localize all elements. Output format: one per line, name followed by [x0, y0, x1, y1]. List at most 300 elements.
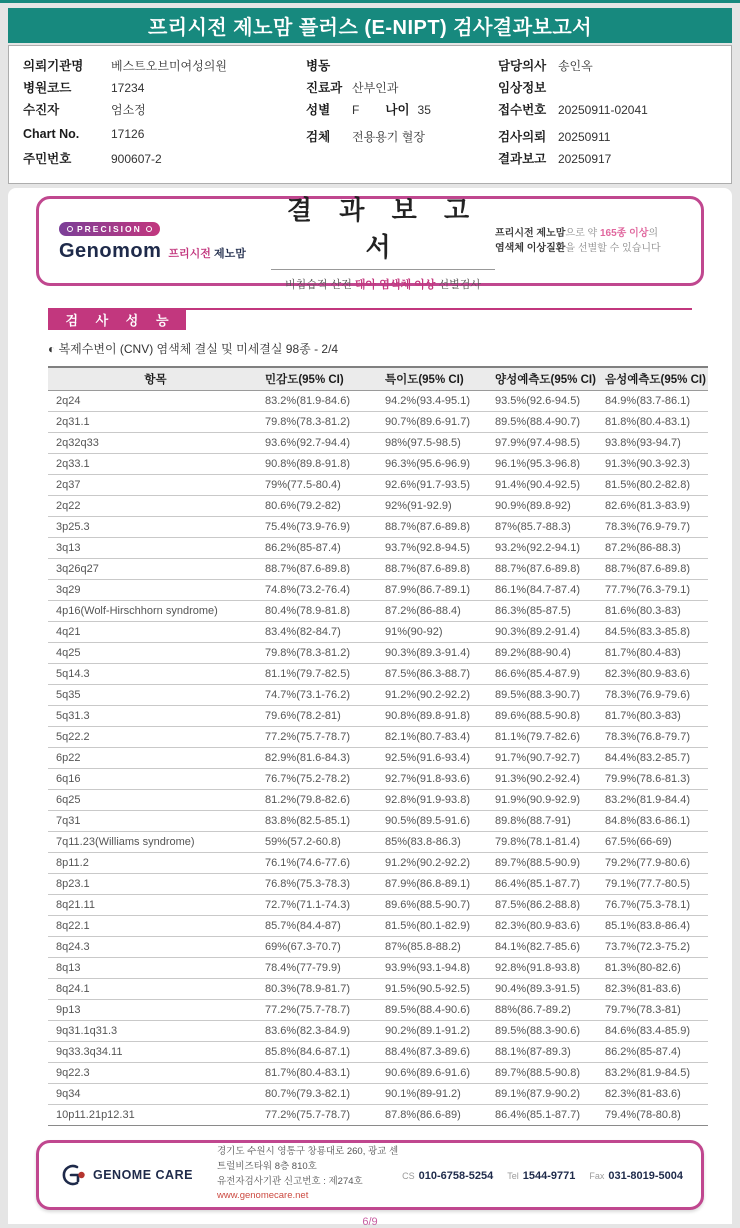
column-header-sensitivity: 민감도(95% CI) — [263, 367, 383, 390]
column-header-npv: 음성예측도(95% CI) — [603, 367, 708, 390]
field-value: 전용용기 혈장 — [352, 130, 425, 144]
badge-dot-icon — [67, 226, 73, 232]
field-ward — [306, 56, 498, 78]
table-row — [48, 474, 708, 495]
cell-item: 6q16 — [48, 768, 263, 789]
cell-specificity: 90.7%(89.6-91.7) — [383, 411, 493, 432]
cell-ppv: 82.3%(80.9-83.6) — [493, 915, 603, 936]
field-value: 20250911 — [557, 130, 611, 144]
cell-item: 6q25 — [48, 789, 263, 810]
cell-sensitivity: 80.6%(79.2-82) — [263, 495, 383, 516]
cell-sensitivity: 79.6%(78.2-81) — [263, 705, 383, 726]
cell-specificity: 88.4%(87.3-89.6) — [383, 1041, 493, 1062]
field-value: 17126 — [111, 127, 145, 141]
cell-item: 3p25.3 — [48, 516, 263, 537]
cell-npv: 87.2%(86-88.3) — [603, 537, 708, 558]
field-patient-name — [23, 100, 306, 122]
table-row — [48, 747, 708, 768]
brand-subtitle-pink: 프리시전 — [168, 248, 211, 260]
cell-npv: 79.9%(78.6-81.3) — [603, 768, 708, 789]
field-label: 수진자 — [23, 103, 60, 117]
cell-ppv: 97.9%(97.4-98.5) — [493, 432, 603, 453]
cell-npv: 84.9%(83.7-86.1) — [603, 390, 708, 411]
cs-number: 010-6758-5254 — [418, 1169, 494, 1182]
cell-ppv: 96.1%(95.3-96.8) — [493, 453, 603, 474]
cell-ppv: 86.4%(85.1-87.7) — [493, 873, 603, 894]
cell-item: 5q14.3 — [48, 663, 263, 684]
table-row — [48, 1041, 708, 1062]
cell-npv: 77.7%(76.3-79.1) — [603, 579, 708, 600]
cell-sensitivity: 90.8%(89.8-91.8) — [263, 453, 383, 474]
cell-ppv: 91.3%(90.2-92.4) — [493, 768, 603, 789]
cell-ppv: 86.6%(85.4-87.9) — [493, 663, 603, 684]
field-doctor — [498, 56, 717, 78]
cell-ppv: 91.9%(90.9-92.9) — [493, 789, 603, 810]
cell-item: 2q37 — [48, 474, 263, 495]
table-row — [48, 705, 708, 726]
brand-subtitle-dark: 제노맘 — [213, 248, 246, 260]
field-chart-no — [23, 127, 306, 149]
footer-address-block — [217, 1145, 402, 1204]
field-label: 검체 — [306, 130, 331, 144]
field-report-date — [498, 149, 717, 171]
table-row — [48, 663, 708, 684]
report-sheet — [8, 188, 732, 1228]
cell-sensitivity: 79%(77.5-80.4) — [263, 474, 383, 495]
tagline-block — [495, 226, 681, 256]
patient-info-col3 — [498, 56, 717, 171]
cell-sensitivity: 77.2%(75.7-78.7) — [263, 999, 383, 1020]
field-value: F — [352, 103, 360, 117]
cell-ppv: 81.1%(79.7-82.6) — [493, 726, 603, 747]
cell-sensitivity: 85.7%(84.4-87) — [263, 915, 383, 936]
cell-npv: 78.3%(76.9-79.7) — [603, 516, 708, 537]
cell-sensitivity: 76.1%(74.6-77.6) — [263, 852, 383, 873]
cell-ppv: 89.5%(88.4-90.7) — [493, 411, 603, 432]
cell-sensitivity: 80.7%(79.3-82.1) — [263, 1083, 383, 1104]
table-row — [48, 453, 708, 474]
genome-care-logo-icon — [57, 1162, 87, 1188]
tagline-mid1: 으로 약 — [565, 228, 600, 239]
cell-npv: 85.1%(83.8-86.4) — [603, 915, 708, 936]
table-row — [48, 1104, 708, 1125]
cell-sensitivity: 76.8%(75.3-78.3) — [263, 873, 383, 894]
cell-npv: 91.3%(90.3-92.3) — [603, 453, 708, 474]
cell-specificity: 87.2%(86-88.4) — [383, 600, 493, 621]
table-row — [48, 894, 708, 915]
cell-npv: 81.7%(80.4-83) — [603, 642, 708, 663]
cell-item: 8p23.1 — [48, 873, 263, 894]
cell-ppv: 89.6%(88.5-90.8) — [493, 705, 603, 726]
field-value: 베스트오브미여성의원 — [111, 59, 227, 73]
precision-badge — [59, 222, 160, 236]
cell-specificity: 91%(90-92) — [383, 621, 493, 642]
cell-ppv: 87%(85.7-88.3) — [493, 516, 603, 537]
cell-item: 2q31.1 — [48, 411, 263, 432]
cell-npv: 79.1%(77.7-80.5) — [603, 873, 708, 894]
tel-label: Tel — [507, 1170, 519, 1181]
result-report-title: 결 과 보 고 서 — [271, 190, 495, 270]
cell-item: 9p13 — [48, 999, 263, 1020]
cell-item: 5q31.3 — [48, 705, 263, 726]
cell-specificity: 91.2%(90.2-92.2) — [383, 684, 493, 705]
field-value: 17234 — [111, 81, 145, 95]
cell-sensitivity: 83.8%(82.5-85.1) — [263, 810, 383, 831]
table-row — [48, 1083, 708, 1104]
cell-npv: 78.3%(76.9-79.6) — [603, 684, 708, 705]
cell-npv: 88.7%(87.6-89.8) — [603, 558, 708, 579]
cell-ppv: 93.5%(92.6-94.5) — [493, 390, 603, 411]
cell-item: 2q24 — [48, 390, 263, 411]
cell-sensitivity: 77.2%(75.7-78.7) — [263, 726, 383, 747]
cell-ppv: 88.7%(87.6-89.8) — [493, 558, 603, 579]
cell-item: 7q31 — [48, 810, 263, 831]
cell-item: 5q22.2 — [48, 726, 263, 747]
table-row — [48, 915, 708, 936]
fax-label: Fax — [589, 1170, 605, 1181]
section-header-test-performance — [48, 308, 692, 330]
field-label: 병동 — [306, 59, 331, 73]
page-number: 6/9 — [362, 1215, 378, 1228]
top-accent-rule — [0, 0, 740, 3]
cell-sensitivity: 83.6%(82.3-84.9) — [263, 1020, 383, 1041]
cell-ppv: 93.2%(92.2-94.1) — [493, 537, 603, 558]
cell-npv: 81.8%(80.4-83.1) — [603, 411, 708, 432]
subtitle-highlight: 태아 염색체 이상 — [354, 279, 436, 291]
table-row — [48, 537, 708, 558]
field-label: 임상정보 — [497, 81, 547, 95]
cell-sensitivity: 80.3%(78.9-81.7) — [263, 978, 383, 999]
cell-specificity: 87%(85.8-88.2) — [383, 936, 493, 957]
cell-sensitivity: 93.6%(92.7-94.4) — [263, 432, 383, 453]
cell-item: 8q22.1 — [48, 915, 263, 936]
cell-item: 9q22.3 — [48, 1062, 263, 1083]
performance-table-header — [48, 367, 708, 390]
cell-ppv: 86.3%(85-87.5) — [493, 600, 603, 621]
cell-specificity: 89.6%(88.5-90.7) — [383, 894, 493, 915]
cell-npv: 82.3%(81-83.6) — [603, 1083, 708, 1104]
cell-item: 8q24.3 — [48, 936, 263, 957]
tagline-suffix: 을 선별할 수 있습니다 — [565, 243, 661, 254]
field-value: 송인옥 — [557, 59, 593, 73]
cell-item: 4q21 — [48, 621, 263, 642]
cell-specificity: 88.7%(87.6-89.8) — [383, 558, 493, 579]
field-label: 결과보고 — [497, 152, 547, 166]
field-clinical-info — [498, 78, 717, 100]
table-row — [48, 789, 708, 810]
cell-item: 4p16(Wolf-Hirschhorn syndrome) — [48, 600, 263, 621]
cell-specificity: 96.3%(95.6-96.9) — [383, 453, 493, 474]
cell-sensitivity: 79.8%(78.3-81.2) — [263, 642, 383, 663]
cell-npv: 84.5%(83.3-85.8) — [603, 621, 708, 642]
table-row — [48, 810, 708, 831]
cell-sensitivity: 82.9%(81.6-84.3) — [263, 747, 383, 768]
genome-care-logo-block — [57, 1162, 217, 1188]
result-report-header-box — [36, 195, 704, 291]
patient-info-col2 — [306, 56, 498, 171]
field-label: 주민번호 — [23, 152, 72, 166]
tagline-pink: 165종 이상 — [599, 228, 649, 239]
cell-sensitivity: 85.8%(84.6-87.1) — [263, 1041, 383, 1062]
result-report-subtitle — [271, 276, 495, 292]
table-row — [48, 1020, 708, 1041]
tagline-bold1: 프리시전 제노맘 — [495, 228, 566, 239]
field-value: 산부인과 — [352, 81, 399, 95]
field-label: 의뢰기관명 — [23, 59, 84, 73]
cell-npv: 81.6%(80.3-83) — [603, 600, 708, 621]
cell-item: 2q32q33 — [48, 432, 263, 453]
cell-specificity: 93.9%(93.1-94.8) — [383, 957, 493, 978]
cell-sensitivity: 80.4%(78.9-81.8) — [263, 600, 383, 621]
cell-ppv: 89.8%(88.7-91) — [493, 810, 603, 831]
table-row — [48, 642, 708, 663]
cell-specificity: 81.5%(80.1-82.9) — [383, 915, 493, 936]
table-row — [48, 999, 708, 1020]
table-row — [48, 936, 708, 957]
performance-table — [48, 366, 708, 1126]
brand-subtitle — [168, 245, 245, 261]
cell-specificity: 87.9%(86.8-89.1) — [383, 873, 493, 894]
footer-address-line2: 유전자검사기관 신고번호 : 제274호 — [217, 1175, 363, 1187]
field-sex-age — [306, 100, 498, 122]
brand-line — [59, 240, 271, 263]
cell-npv: 79.4%(78-80.8) — [603, 1104, 708, 1125]
table-row — [48, 684, 708, 705]
cell-specificity: 92.8%(91.9-93.8) — [383, 789, 493, 810]
footer-cs — [402, 1166, 493, 1184]
table-row — [48, 558, 708, 579]
cell-sensitivity: 81.2%(79.8-82.6) — [263, 789, 383, 810]
performance-table-body — [48, 390, 708, 1125]
footer-contact-box — [36, 1140, 704, 1210]
cell-ppv: 84.1%(82.7-85.6) — [493, 936, 603, 957]
field-label: 병원코드 — [23, 81, 72, 95]
cell-item: 6p22 — [48, 747, 263, 768]
cell-sensitivity: 74.7%(73.1-76.2) — [263, 684, 383, 705]
cell-ppv: 89.1%(87.9-90.2) — [493, 1083, 603, 1104]
cell-ppv: 89.5%(88.3-90.7) — [493, 684, 603, 705]
table-row — [48, 852, 708, 873]
fax-number: 031-8019-5004 — [608, 1169, 683, 1182]
cell-item: 8q13 — [48, 957, 263, 978]
cell-specificity: 87.8%(86.6-89) — [383, 1104, 493, 1125]
footer-address-line1: 경기도 수원시 영통구 창룡대로 260, 광교 센트럴비즈타워 8층 810호 — [217, 1146, 399, 1172]
cell-ppv: 88.1%(87-89.3) — [493, 1041, 603, 1062]
table-row — [48, 432, 708, 453]
cell-sensitivity: 69%(67.3-70.7) — [263, 936, 383, 957]
cell-specificity: 85%(83.8-86.3) — [383, 831, 493, 852]
cell-specificity: 94.2%(93.4-95.1) — [383, 390, 493, 411]
cell-item: 5q35 — [48, 684, 263, 705]
cell-npv: 76.7%(75.3-78.1) — [603, 894, 708, 915]
cell-ppv: 87.5%(86.2-88.8) — [493, 894, 603, 915]
cell-specificity: 88.7%(87.6-89.8) — [383, 516, 493, 537]
cell-item: 3q13 — [48, 537, 263, 558]
cell-specificity: 90.1%(89-91.2) — [383, 1083, 493, 1104]
cell-ppv: 91.4%(90.4-92.5) — [493, 474, 603, 495]
cs-label: CS — [402, 1170, 415, 1181]
cell-sensitivity: 83.4%(82-84.7) — [263, 621, 383, 642]
patient-info-panel — [8, 45, 732, 184]
cell-npv: 84.4%(83.2-85.7) — [603, 747, 708, 768]
cell-item: 2q33.1 — [48, 453, 263, 474]
cell-ppv: 89.2%(88-90.4) — [493, 642, 603, 663]
field-hospital-code — [23, 78, 306, 100]
cell-npv: 83.2%(81.9-84.4) — [603, 789, 708, 810]
cell-item: 10p11.21p12.31 — [48, 1104, 263, 1125]
footer-fax — [589, 1166, 683, 1184]
column-header-specificity: 특이도(95% CI) — [383, 367, 493, 390]
field-value: 20250917 — [557, 152, 612, 166]
field-label: 검사의뢰 — [497, 130, 547, 144]
tel-number: 1544-9771 — [522, 1169, 576, 1182]
cell-specificity: 90.3%(89.3-91.4) — [383, 642, 493, 663]
cell-ppv: 90.4%(89.3-91.5) — [493, 978, 603, 999]
cell-specificity: 90.6%(89.6-91.6) — [383, 1062, 493, 1083]
subtitle-prefix: 비침습적 산전 — [285, 279, 355, 291]
table-row — [48, 600, 708, 621]
cell-item: 8q21.11 — [48, 894, 263, 915]
field-label: 담당의사 — [497, 59, 547, 73]
table-row — [48, 411, 708, 432]
field-department — [306, 78, 498, 100]
cell-sensitivity: 79.8%(78.3-81.2) — [263, 411, 383, 432]
tagline-bold2: 염색체 이상질환 — [495, 243, 566, 254]
cell-sensitivity: 77.2%(75.7-78.7) — [263, 1104, 383, 1125]
genomom-brand-block — [59, 219, 271, 263]
cell-sensitivity: 88.7%(87.6-89.8) — [263, 558, 383, 579]
cell-specificity: 98%(97.5-98.5) — [383, 432, 493, 453]
cell-specificity: 90.2%(89.1-91.2) — [383, 1020, 493, 1041]
field-request-date — [498, 127, 717, 149]
cell-npv: 79.7%(78.3-81) — [603, 999, 708, 1020]
cell-npv: 78.3%(76.8-79.7) — [603, 726, 708, 747]
cell-sensitivity: 83.2%(81.9-84.6) — [263, 390, 383, 411]
cell-sensitivity: 75.4%(73.9-76.9) — [263, 516, 383, 537]
patient-info-col1 — [23, 56, 306, 171]
cell-sensitivity: 86.2%(85-87.4) — [263, 537, 383, 558]
cell-item: 8q24.1 — [48, 978, 263, 999]
cell-ppv: 89.7%(88.5-90.9) — [493, 852, 603, 873]
cell-specificity: 87.5%(86.3-88.7) — [383, 663, 493, 684]
cell-ppv: 92.8%(91.8-93.8) — [493, 957, 603, 978]
column-header-ppv: 양성예측도(95% CI) — [493, 367, 603, 390]
cell-item: 9q33.3q34.11 — [48, 1041, 263, 1062]
field-label: 진료과 — [306, 81, 343, 95]
field-value: 900607-2 — [111, 152, 162, 166]
cell-specificity: 90.8%(89.8-91.8) — [383, 705, 493, 726]
section-title: 검 사 성 능 — [48, 308, 186, 330]
cell-sensitivity: 81.7%(80.4-83.1) — [263, 1062, 383, 1083]
cell-npv: 93.8%(93-94.7) — [603, 432, 708, 453]
cell-item: 8p11.2 — [48, 852, 263, 873]
cell-specificity: 87.9%(86.7-89.1) — [383, 579, 493, 600]
cell-item: 9q31.1q31.3 — [48, 1020, 263, 1041]
cell-npv: 73.7%(72.3-75.2) — [603, 936, 708, 957]
cell-specificity: 92.6%(91.7-93.5) — [383, 474, 493, 495]
cell-specificity: 92%(91-92.9) — [383, 495, 493, 516]
report-title-bar — [8, 8, 732, 43]
footer-website-link: www.genomecare.net — [217, 1190, 309, 1202]
cell-sensitivity: 81.1%(79.7-82.5) — [263, 663, 383, 684]
cell-item: 2q22 — [48, 495, 263, 516]
field-value: 엄소정 — [111, 103, 146, 117]
table-caption: ◐ 복제수변이 (CNV) 염색체 결실 및 미세결실 98종 - 2/4 — [48, 342, 339, 356]
field-label: 나이 — [385, 103, 410, 117]
cell-ppv: 86.4%(85.1-87.7) — [493, 1104, 603, 1125]
table-row — [48, 390, 708, 411]
cell-specificity: 91.2%(90.2-92.2) — [383, 852, 493, 873]
cell-npv: 79.2%(77.9-80.6) — [603, 852, 708, 873]
cell-npv: 81.7%(80.3-83) — [603, 705, 708, 726]
cell-sensitivity: 76.7%(75.2-78.2) — [263, 768, 383, 789]
table-row — [48, 978, 708, 999]
cell-npv: 67.5%(66-69) — [603, 831, 708, 852]
table-row — [48, 957, 708, 978]
footer-contacts — [402, 1166, 683, 1184]
genome-care-logo-text: GENOME CARE — [93, 1167, 193, 1182]
cell-npv: 83.2%(81.9-84.5) — [603, 1062, 708, 1083]
cell-npv: 82.3%(80.9-83.6) — [603, 663, 708, 684]
cell-specificity: 92.7%(91.8-93.6) — [383, 768, 493, 789]
cell-specificity: 91.5%(90.5-92.5) — [383, 978, 493, 999]
cell-sensitivity: 74.8%(73.2-76.4) — [263, 579, 383, 600]
cell-npv: 84.6%(83.4-85.9) — [603, 1020, 708, 1041]
cell-ppv: 86.1%(84.7-87.4) — [493, 579, 603, 600]
field-value: 20250911-02041 — [557, 103, 648, 117]
table-row — [48, 579, 708, 600]
cell-sensitivity: 59%(57.2-60.8) — [263, 831, 383, 852]
cell-specificity: 92.5%(91.6-93.4) — [383, 747, 493, 768]
cell-ppv: 90.9%(89.8-92) — [493, 495, 603, 516]
cell-ppv: 89.5%(88.3-90.6) — [493, 1020, 603, 1041]
table-row — [48, 495, 708, 516]
table-row — [48, 516, 708, 537]
cell-item: 4q25 — [48, 642, 263, 663]
cell-ppv: 91.7%(90.7-92.7) — [493, 747, 603, 768]
column-header-item: 항목 — [48, 367, 263, 390]
field-specimen — [306, 127, 498, 149]
tagline-mid2: 의 — [648, 228, 659, 239]
field-resident-id — [23, 149, 306, 171]
cell-specificity: 90.5%(89.5-91.6) — [383, 810, 493, 831]
footer-tel — [507, 1166, 575, 1184]
cell-specificity: 89.5%(88.4-90.6) — [383, 999, 493, 1020]
field-value: 35 — [417, 103, 431, 117]
subtitle-suffix: 선별검사 — [435, 279, 481, 291]
cell-ppv: 79.8%(78.1-81.4) — [493, 831, 603, 852]
cell-npv: 81.5%(80.2-82.8) — [603, 474, 708, 495]
table-row — [48, 726, 708, 747]
cell-npv: 86.2%(85-87.4) — [603, 1041, 708, 1062]
cell-ppv: 90.3%(89.2-91.4) — [493, 621, 603, 642]
field-label: 접수번호 — [497, 103, 547, 117]
result-report-title-block — [271, 190, 495, 292]
table-row — [48, 831, 708, 852]
cell-npv: 82.6%(81.3-83.9) — [603, 495, 708, 516]
table-row — [48, 621, 708, 642]
field-label: Chart No. — [23, 127, 80, 141]
cell-sensitivity: 78.4%(77-79.9) — [263, 957, 383, 978]
cell-sensitivity: 72.7%(71.1-74.3) — [263, 894, 383, 915]
cell-item: 7q11.23(Williams syndrome) — [48, 831, 263, 852]
badge-dot-icon — [146, 226, 152, 232]
precision-badge-label: PRECISION — [77, 224, 142, 234]
table-row — [48, 768, 708, 789]
field-institution — [23, 56, 306, 78]
cell-npv: 81.3%(80-82.6) — [603, 957, 708, 978]
genomom-logo: Genomom — [59, 240, 162, 262]
